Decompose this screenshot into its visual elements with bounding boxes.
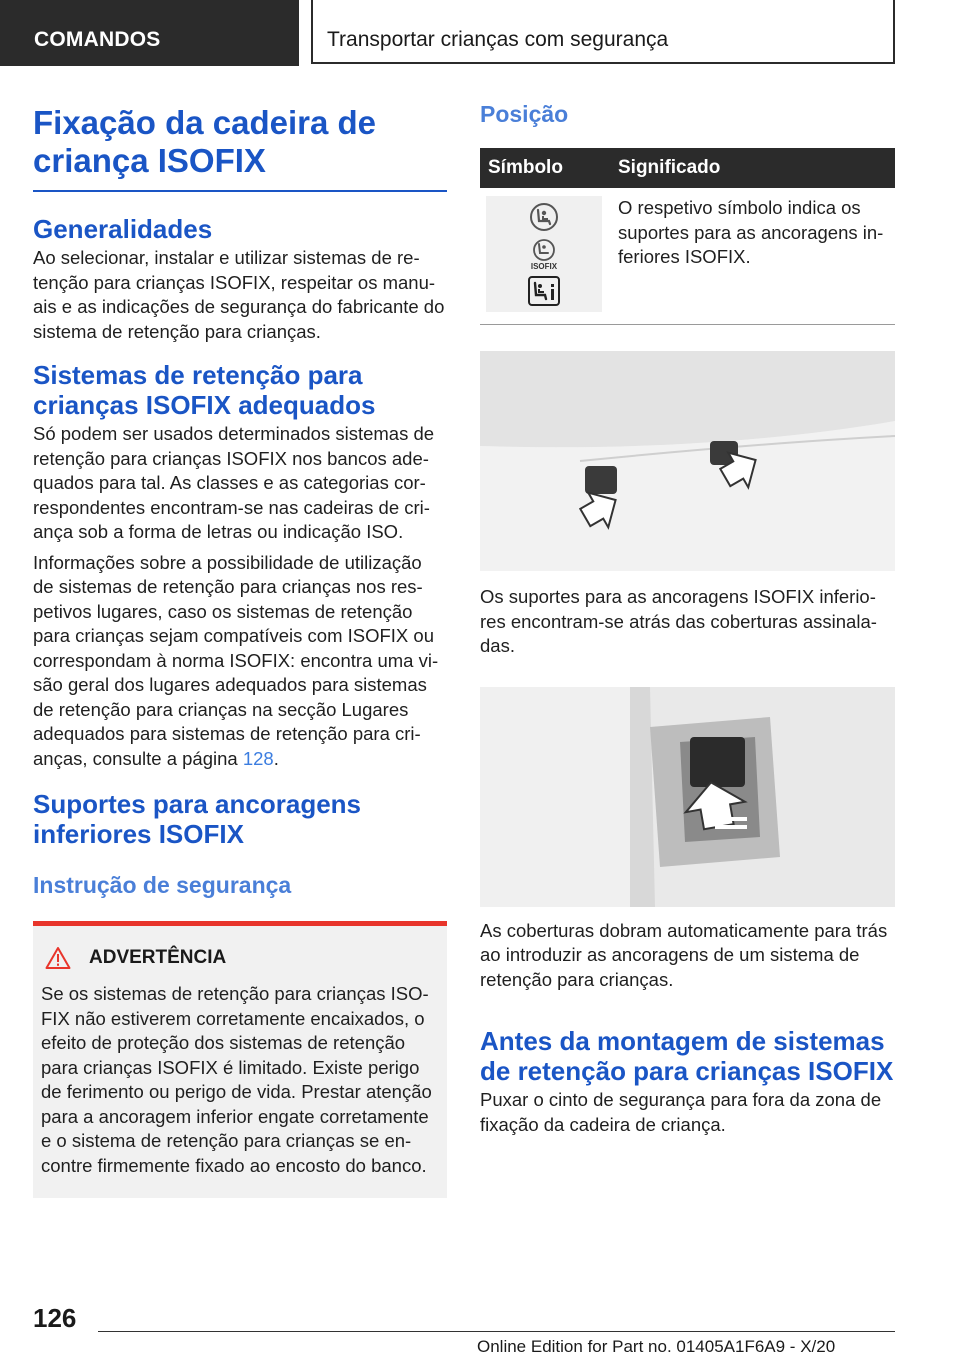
info-text <box>33 551 447 772</box>
footer-edition: Online Edition for Part no. 01405A1F6A9 - X/20 <box>477 1337 836 1356</box>
before-text: Puxar o cinto de segurança para fora da zona de fixação da cadeira de criança. <box>480 1089 882 1135</box>
anchors-heading: Suportes para ancoragens inferiores ISOFIX <box>33 789 361 849</box>
anchor-cover-photo <box>480 687 895 907</box>
child-seat-icon <box>527 202 561 232</box>
caption-anchors: Os suportes para as ancoragens ISOFIX inferio-res encontram-se atrás das coberturas assinala-das. <box>480 586 877 656</box>
meaning-cell <box>610 188 895 325</box>
general-heading: Generalidades <box>33 214 213 244</box>
warning-text: Se os sistemas de retenção para crianças ISO-FIX não estiverem corretamente encaixados, o efeito de proteção dos sistemas de retenção para crianças ISOFIX é limitado. Existe perigo de ferimento ou perigo de vida. Prestar atenção para a ancoragem inferior engate corretamente e o sistema de retenção para crianças se en-contre firmemente fixado ao encosto do banco. <box>41 983 432 1176</box>
suitable-heading: Sistemas de retenção para crianças ISOFIX adequados <box>33 360 376 420</box>
left-column <box>33 104 447 1198</box>
caption-covers: As coberturas dobram automaticamente para trás ao introduzir as ancoragens de um sistema de retenção para crianças. <box>480 919 888 990</box>
suitable-text: Só podem ser usados determinados sistemas de retenção para crianças ISOFIX nos bancos ade-quados para tal. As classes e as categorias cor-respondentes encontram-se nas cadeiras de cri-ança sob a forma de letras ou indicação ISO. <box>33 423 435 542</box>
warning-triangle-icon <box>45 946 71 970</box>
isofix-seat-icon <box>530 238 558 262</box>
isofix-symbols <box>486 196 602 312</box>
footer-divider <box>98 1331 895 1332</box>
isofix-anchor-info-icon <box>528 276 560 306</box>
symbol-cell <box>480 188 610 325</box>
page-link-128[interactable]: 128 <box>242 747 274 769</box>
right-column <box>480 100 895 1137</box>
page-number: 126 <box>33 1303 77 1333</box>
general-text: Ao selecionar, instalar e utilizar sistemas de re-tenção para crianças ISOFIX, respeitar os manu-ais e as indicações de segurança do fabricante do sistema de retenção para crianças. <box>33 247 445 342</box>
header-section-tab <box>0 0 299 66</box>
header-topic-label: Transportar crianças com segurança <box>327 28 669 51</box>
before-heading: Antes da montagem de sistemas de retenção para crianças ISOFIX <box>480 1026 894 1086</box>
warning-title: ADVERTÊNCIA <box>89 947 227 968</box>
anchor-cover-image <box>480 687 895 907</box>
rear-seat-photo <box>480 351 895 571</box>
warning-box <box>33 921 447 1198</box>
col-meaning-header: Significado <box>610 148 895 188</box>
info-text-body: Informações sobre a possibilidade de utilização de sistemas de retenção para crianças nos res-petivos lugares, caso os sistemas de retenção para crianças sejam compatíveis com ISOFIX ou correspondam à norma ISOFIX: encontra uma vi-são geral dos lugares adequados para sistemas de retenção para crianças na secção Lugares adequados para sistemas de retenção para cri-anças, consulte a página <box>33 551 439 769</box>
table-row <box>480 188 895 325</box>
header-section-label: COMANDOS <box>34 28 161 51</box>
rear-seat-image <box>480 351 895 571</box>
page-title: Fixação da cadeira de criança ISOFIX <box>33 104 377 179</box>
position-heading: Posição <box>480 101 569 127</box>
info-text-end: . <box>273 747 279 769</box>
symbol-table <box>480 148 895 325</box>
header-topic-box <box>311 0 895 64</box>
isofix-symbol-label: ISOFIX <box>530 261 558 271</box>
symbol-table-header <box>480 148 895 188</box>
isofix-badge <box>530 238 558 271</box>
meaning-text: O respetivo símbolo indica os suportes para as ancoragens in-feriores ISOFIX. <box>618 197 884 267</box>
safety-heading: Instrução de segurança <box>33 872 292 898</box>
col-symbol-header: Símbolo <box>480 148 610 188</box>
title-divider <box>33 190 447 192</box>
warning-title-row <box>41 946 447 970</box>
